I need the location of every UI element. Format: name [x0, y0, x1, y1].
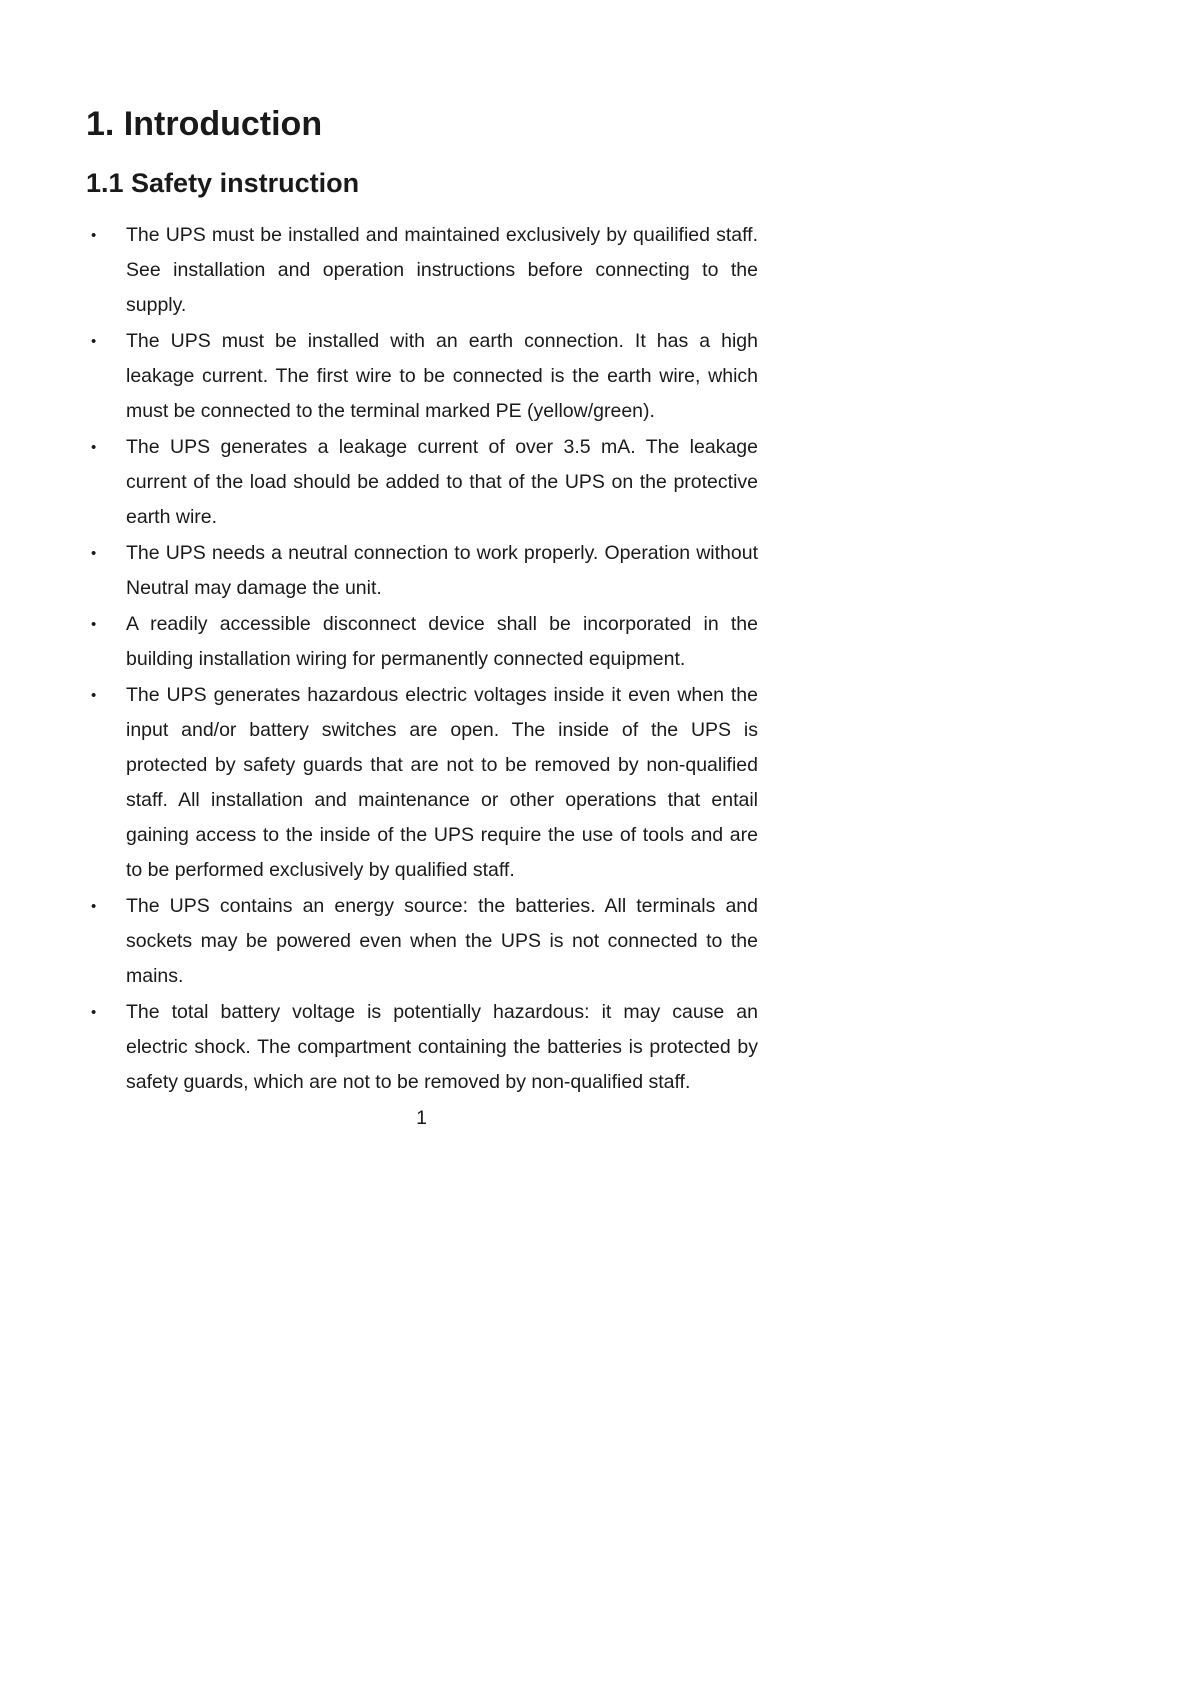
- list-item: [86, 430, 758, 535]
- list-item: [86, 607, 758, 677]
- list-item-text: The UPS needs a neutral connection to work properly. Operation without Neutral may damage the unit.: [126, 542, 758, 599]
- bullet-icon: •: [91, 687, 97, 704]
- list-item-text: The UPS generates a leakage current of over 3.5 mA. The leakage current of the load should be added to that of the UPS on the protective earth wire.: [126, 436, 758, 528]
- list-item: [86, 218, 758, 323]
- list-item: [86, 889, 758, 994]
- list-item-text: The total battery voltage is potentially hazardous: it may cause an electric shock. The compartment containing the batteries is protected by safety guards, which are not to be removed by non-qualified staff.: [126, 1001, 758, 1093]
- list-item: [86, 995, 758, 1100]
- list-item-text: The UPS contains an energy source: the batteries. All terminals and sockets may be powered even when the UPS is not connected to the mains.: [126, 895, 758, 987]
- section-heading: 1. Introduction: [86, 105, 323, 143]
- list-item: [86, 324, 758, 429]
- bullet-icon: •: [91, 898, 97, 915]
- bullet-icon: •: [91, 227, 97, 244]
- bullet-icon: •: [91, 333, 97, 350]
- page-number: 1: [416, 1107, 427, 1129]
- safety-instruction-list: [86, 218, 758, 1101]
- list-item-text: The UPS generates hazardous electric voltages inside it even when the input and/or battery switches are open. The inside of the UPS is protected by safety guards that are not to be removed by non-qualified staff. All installation and maintenance or other operations that entail gaining access to the inside of the UPS require the use of tools and are to be performed exclusively by qualified staff.: [126, 684, 758, 881]
- subsection-heading: 1.1 Safety instruction: [86, 168, 360, 198]
- bullet-icon: •: [91, 439, 97, 456]
- bullet-icon: •: [91, 1004, 97, 1021]
- bullet-icon: •: [91, 545, 97, 562]
- list-item: [86, 678, 758, 888]
- bullet-icon: •: [91, 616, 97, 633]
- list-item-text: The UPS must be installed and maintained exclusively by quailified staff. See installation and operation instructions before connecting to the supply.: [126, 224, 758, 316]
- list-item: [86, 536, 758, 606]
- list-item-text: A readily accessible disconnect device shall be incorporated in the building installation wiring for permanently connected equipment.: [126, 613, 758, 670]
- list-item-text: The UPS must be installed with an earth connection. It has a high leakage current. The first wire to be connected is the earth wire, which must be connected to the terminal marked PE (yellow/green).: [126, 330, 758, 422]
